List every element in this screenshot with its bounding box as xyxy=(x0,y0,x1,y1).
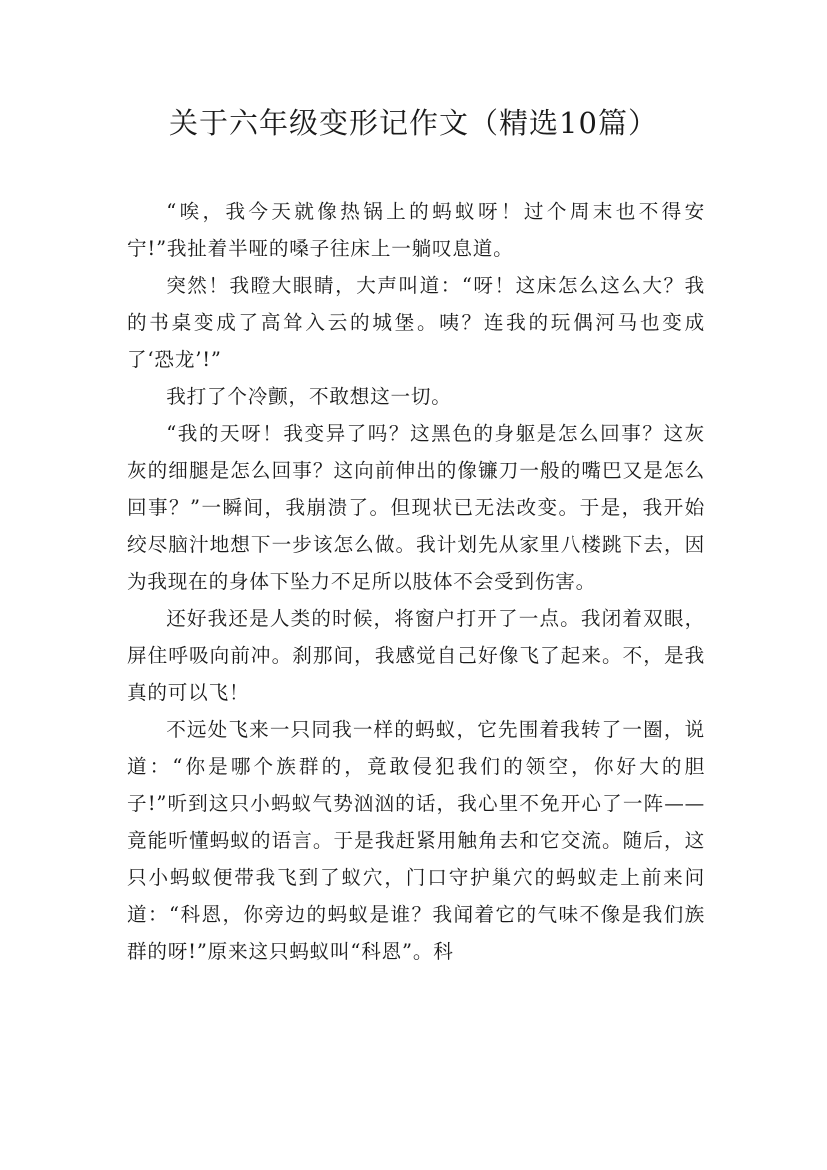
paragraph-2: 突然！我瞪大眼睛，大声叫道：“呀！这床怎么这么大？我的书桌变成了高耸入云的城堡。咦？连我的玩偶河马也变成了‘恐龙’!” xyxy=(127,274,705,371)
paragraph-4: “我的天呀！我变异了吗？这黑色的身躯是怎么回事？这灰灰的细腿是怎么回事？这向前伸出的像镰刀一般的嘴巴又是怎么回事？”一瞬间，我崩溃了。但现状已无法改变。于是，我开始绞尽脑汁地想下一步该怎么做。我计划先从家里八楼跳下去，因为我现在的身体下坠力不足所以肢体不会受到伤害。 xyxy=(127,422,705,593)
document-body xyxy=(127,193,705,970)
paragraph-6: 不远处飞来一只同我一样的蚂蚁，它先围着我转了一圈，说道：“你是哪个族群的，竟敢侵犯我们的领空，你好大的胆子!”听到这只小蚂蚁气势汹汹的话，我心里不免开心了一阵——竟能听懂蚂蚁的语言。于是我赶紧用触角去和它交流。随后，这只小蚂蚁便带我飞到了蚁穴，门口守护巢穴的蚂蚁走上前来问道：“科恩，你旁边的蚂蚁是谁？我闻着它的气味不像是我们族群的呀!”原来这只蚂蚁叫“科恩”。科 xyxy=(127,718,705,963)
paragraph-3: 我打了个冷颤，不敢想这一切。 xyxy=(166,385,452,408)
paragraph-1: “唉，我今天就像热锅上的蚂蚁呀！过个周末也不得安宁!”我扯着半哑的嗓子往床上一躺叹息道。 xyxy=(127,200,705,260)
document-title: 关于六年级变形记作文（精选10篇） xyxy=(169,106,658,140)
paragraph-5: 还好我还是人类的时候，将窗户打开了一点。我闭着双眼，屏住呼吸向前冲。刹那间，我感觉自己好像飞了起来。不，是我真的可以飞！ xyxy=(127,607,705,704)
